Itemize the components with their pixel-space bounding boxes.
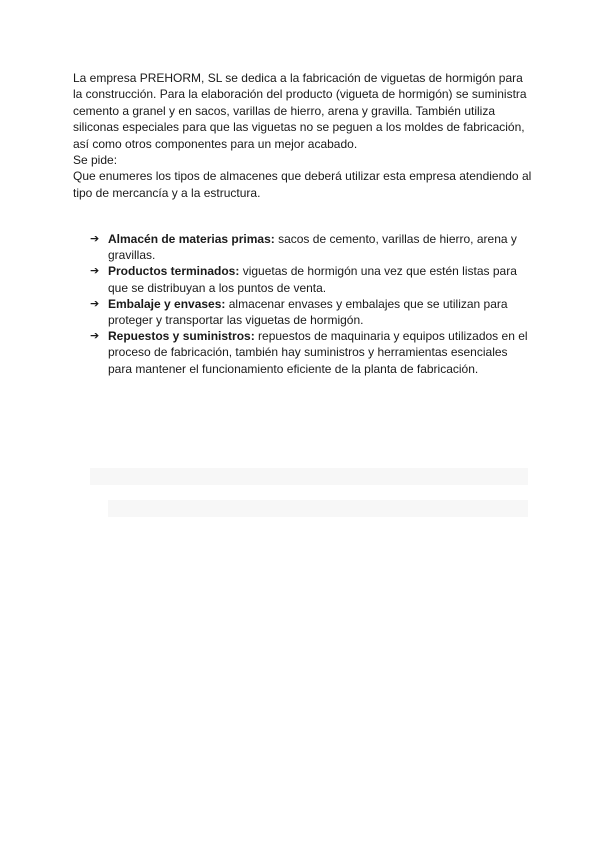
list-item-text: sacos de cemento, varillas de hierro, arena y gravillas. — [108, 232, 517, 263]
se-pide-label: Se pide: — [73, 153, 118, 168]
list-item-text: almacenar envases y embalajes que se utilizan para proteger y transportar las viguetas de hormigón. — [108, 296, 508, 328]
empty-text-band — [90, 468, 528, 485]
question-paragraph: Que enumeres los tipos de almacenes que deberá utilizar esta empresa atendiendo al tipo de mercancía y a la estructura. — [73, 169, 532, 200]
arrow-right-icon: ➔ — [90, 296, 100, 310]
list-item — [90, 296, 530, 328]
list-item — [90, 328, 530, 377]
intro-paragraph: La empresa PREHORM, SL se dedica a la fabricación de viguetas de hormigón para la construcción. Para la elaboración del producto (vigueta de hormigón) se suministra cemento a granel y en sacos, varillas de hierro, arena y gravilla. También utiliza siliconas especiales para que las viguetas no se peguen a los moldes de fabricación, así como otros componentes para un mejor acabado. — [73, 71, 527, 151]
intro-section — [73, 70, 533, 201]
list-item — [90, 263, 530, 295]
warehouse-types-list — [90, 231, 530, 377]
list-item-term: Productos terminados: — [108, 264, 240, 279]
list-item-term: Embalaje y envases: — [108, 296, 226, 311]
list-item — [90, 231, 530, 263]
empty-text-band — [108, 500, 528, 517]
list-item-text: repuestos de maquinaria y equipos utilizados en el proceso de fabricación, también hay suministros y herramientas esenciales para mantener el funcionamiento eficiente de la planta de fabricación. — [108, 329, 528, 376]
list-item-term: Repuestos y suministros: — [108, 329, 255, 344]
arrow-right-icon: ➔ — [90, 232, 100, 245]
list-item-term: Almacén de materias primas: — [108, 232, 275, 246]
arrow-right-icon: ➔ — [90, 264, 100, 278]
list-item-text: viguetas de hormigón una vez que estén listas para que se distribuyan a los puntos de venta. — [108, 264, 517, 295]
arrow-right-icon: ➔ — [90, 329, 100, 343]
